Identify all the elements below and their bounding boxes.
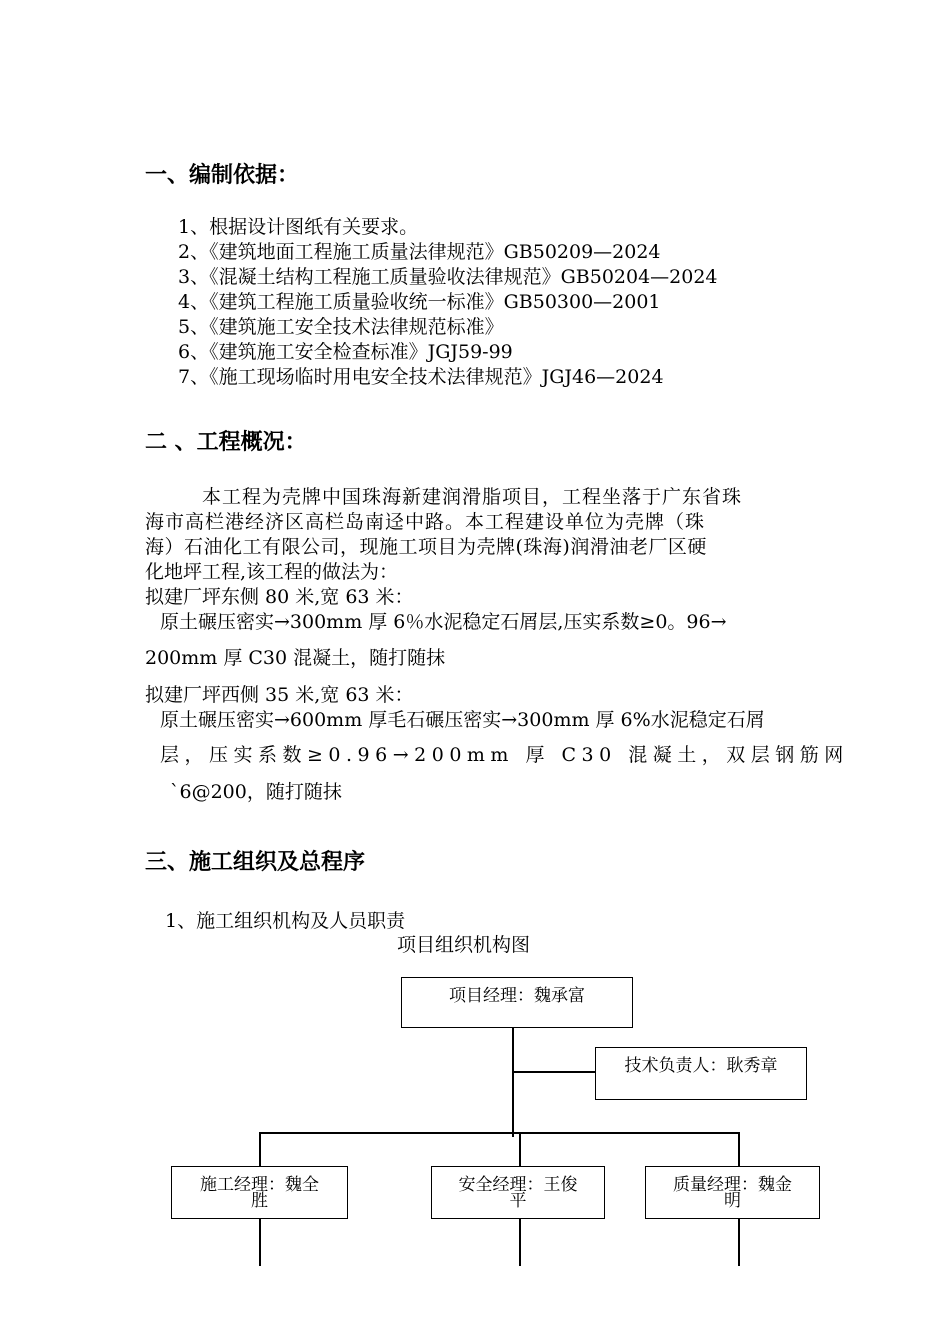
construction-manager-label-2: 胜 [251,1191,268,1211]
east-title: 拟建厂坪东侧 80 米,宽 63 米： [145,586,414,608]
basis-item-4: 4、《建筑工程施工质量验收统一标准》GB50300—2001 [178,291,661,313]
section3-heading: 三、施工组织及总程序 [145,850,366,875]
connector-quality-down [738,1218,740,1266]
connector-construction-down [259,1218,261,1266]
west-title: 拟建厂坪西侧 35 米,宽 63 米： [145,684,414,706]
safety-manager-label-2: 平 [509,1191,527,1211]
quality-manager-label-1: 质量经理：魏金 [673,1175,792,1195]
safety-manager-box [431,1166,605,1219]
west-line-1: 原土碾压密实→600mm 厚毛石碾压密实→300mm 厚 6%水泥稳定石屑 [160,709,765,731]
construction-manager-box [171,1166,348,1219]
west-line-3: `6@200，随打随抹 [170,781,342,803]
basis-item-6: 6、《建筑施工安全检查标准》JGJ59-99 [178,341,513,363]
basis-item-5: 5、《建筑施工安全技术法律规范标准》 [178,316,504,338]
basis-item-3: 3、《混凝土结构工程施工质量验收法律规范》GB50204—2024 [178,266,718,288]
west-line-2: 层，压实系数≥0.96→200mm 厚 C30 混凝土，双层钢筋网 [160,744,849,766]
connector-safety [519,1132,521,1167]
overview-line-2: 海市高栏港经济区高栏岛南迳中路。本工程建设单位为壳牌（珠 [145,511,706,533]
connector-quality [738,1132,740,1167]
tech-lead-label: 技术负责人：耿秀章 [624,1056,778,1076]
quality-manager-box [645,1166,820,1219]
overview-line-4: 化地坪工程,该工程的做法为： [145,561,399,583]
basis-item-2: 2、《建筑地面工程施工质量法律规范》GB50209—2024 [178,241,661,263]
quality-manager-label-2: 明 [724,1191,741,1211]
tech-lead-box [595,1047,807,1100]
construction-manager-label-1: 施工经理：魏全 [200,1175,319,1195]
east-line-1: 原土碾压密实→300mm 厚 6％水泥稳定石屑层,压实系数≥0。96→ [160,611,727,633]
connector-tech [512,1071,596,1073]
connector-main-vertical [512,1027,514,1137]
connector-safety-down [519,1218,521,1266]
east-line-2: 200mm 厚 C30 混凝土，随打随抹 [145,647,446,669]
section2-heading: 二 、工程概况： [145,430,307,455]
connector-horizontal [259,1132,739,1134]
basis-item-1: 1、根据设计图纸有关要求。 [178,216,419,238]
overview-line-1: 本工程为壳牌中国珠海新建润滑脂项目，工程坐落于广东省珠 [202,486,743,508]
project-manager-label: 项目经理：魏承富 [449,986,585,1006]
overview-line-3: 海）石油化工有限公司，现施工项目为壳牌(珠海)润滑油老厂区硬 [145,536,707,558]
org-subheading: 1、施工组织机构及人员职责 [165,910,406,932]
project-manager-box [401,977,633,1028]
safety-manager-label-1: 安全经理：王俊 [458,1175,578,1195]
org-chart-title: 项目组织机构图 [397,934,531,956]
connector-construction [259,1132,261,1167]
basis-item-7: 7、《施工现场临时用电安全技术法律规范》JGJ46—2024 [178,366,664,388]
section1-heading: 一、编制依据： [145,163,300,188]
